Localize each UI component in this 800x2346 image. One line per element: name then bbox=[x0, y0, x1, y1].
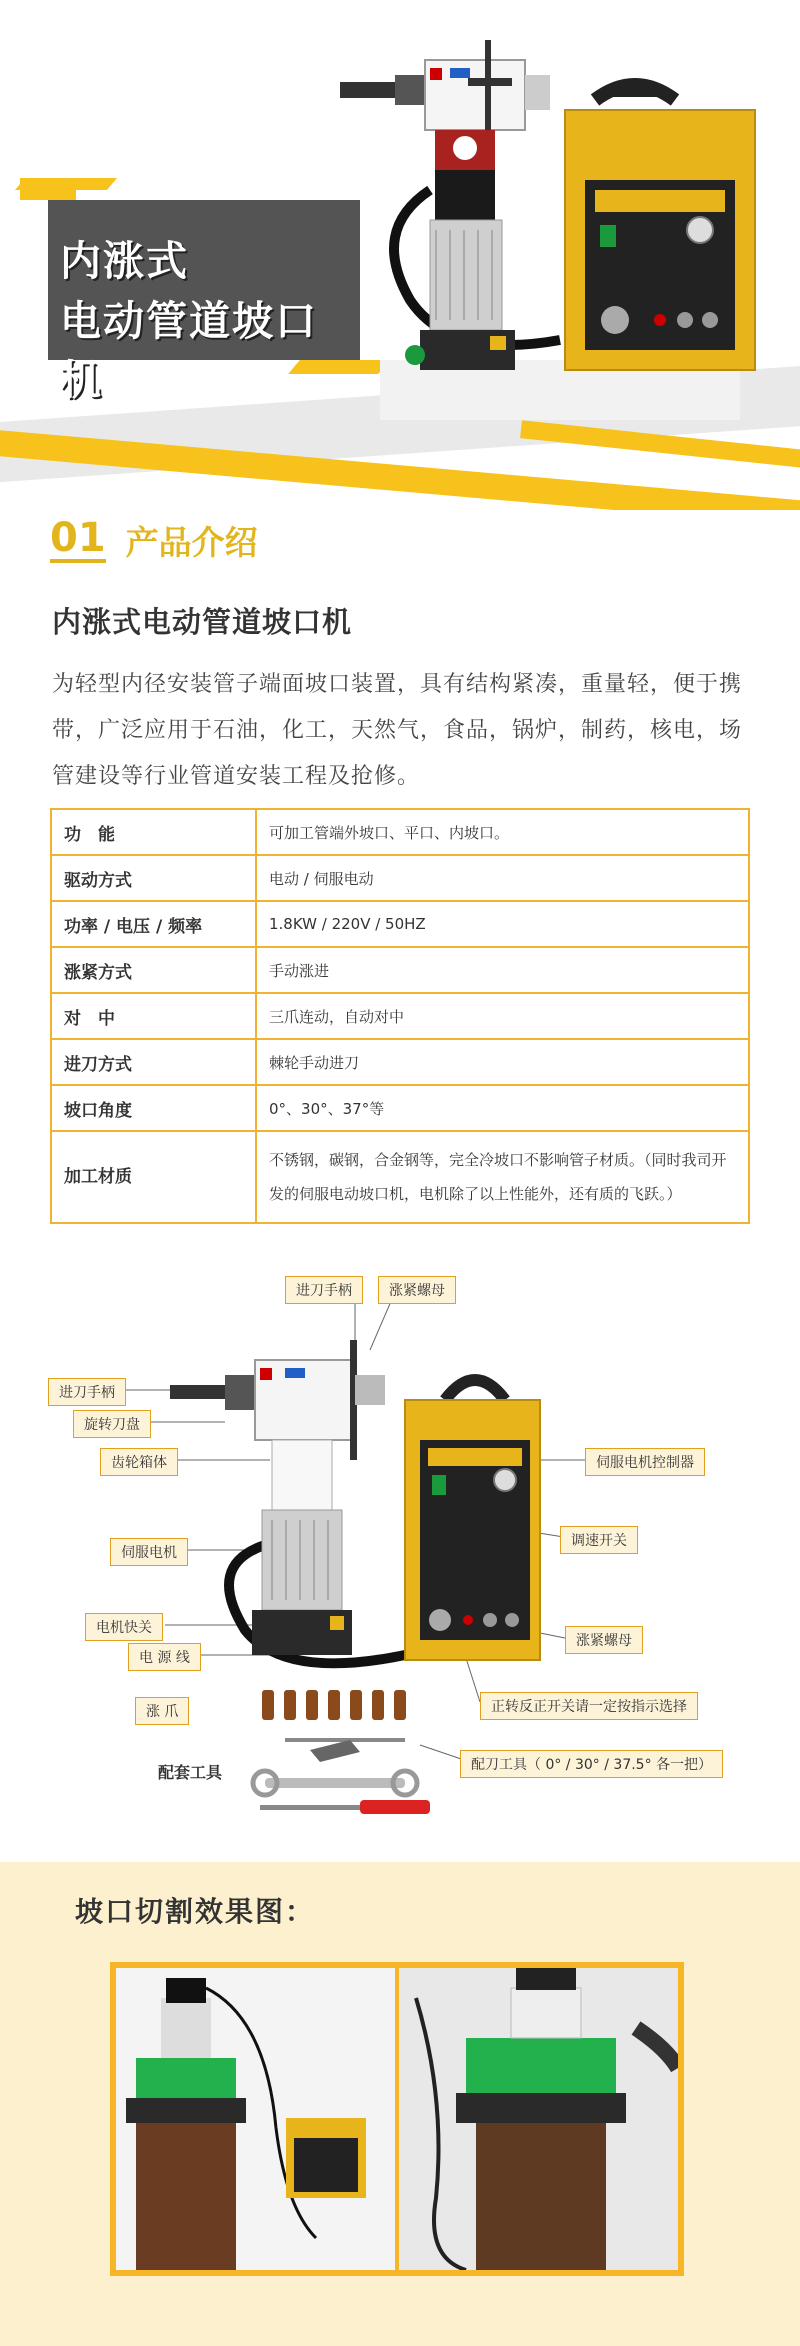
hero-title-line-1: 内涨式 bbox=[60, 237, 189, 285]
effect-title: 坡口切割效果图： bbox=[75, 1895, 316, 1928]
table-row bbox=[51, 855, 749, 901]
table-row bbox=[51, 1085, 749, 1131]
spec-key: 加工材质 bbox=[51, 1131, 256, 1223]
component-diagram bbox=[0, 1250, 800, 1830]
label-claws: 涨 爪 bbox=[135, 1697, 189, 1725]
diagram-servo-controller bbox=[405, 1380, 540, 1660]
spec-value: 电动 / 伺服电动 bbox=[256, 855, 749, 901]
label-motor-quick-connect: 电机快关 bbox=[85, 1613, 163, 1641]
label-servo-motor: 伺服电机 bbox=[110, 1538, 188, 1566]
spec-value: 三爪连动，自动对中 bbox=[256, 993, 749, 1039]
table-row bbox=[51, 947, 749, 993]
spec-key: 涨紧方式 bbox=[51, 947, 256, 993]
label-cutter-tools: 配刀工具（ 0° / 30° / 37.5° 各一把） bbox=[460, 1750, 723, 1778]
effect-photo-frame bbox=[110, 1962, 684, 2276]
table-row bbox=[51, 1131, 749, 1223]
label-direction-switch-note: 正转反正开关请一定按指示选择 bbox=[480, 1692, 698, 1720]
diagram-claws bbox=[262, 1690, 406, 1720]
hero-title-line-2: 电动管道坡口机 bbox=[60, 297, 318, 404]
spec-key: 坡口角度 bbox=[51, 1085, 256, 1131]
label-gearbox: 齿轮箱体 bbox=[100, 1448, 178, 1476]
section-header bbox=[50, 515, 258, 565]
effect-section bbox=[0, 1862, 800, 2346]
label-power-cord: 电 源 线 bbox=[128, 1643, 201, 1671]
spec-value: 手动涨进 bbox=[256, 947, 749, 993]
table-row bbox=[51, 1039, 749, 1085]
table-row bbox=[51, 993, 749, 1039]
label-speed-switch: 调速开关 bbox=[560, 1526, 638, 1554]
section-number: 01 bbox=[50, 515, 106, 561]
hero-banner bbox=[0, 0, 800, 510]
section-title: 产品介绍 bbox=[125, 522, 258, 562]
product-title: 内涨式电动管道坡口机 bbox=[52, 605, 353, 639]
hero-machine-image bbox=[340, 30, 760, 450]
spec-table bbox=[50, 808, 750, 1224]
servo-controller-box bbox=[565, 85, 755, 370]
label-tension-nut-top: 涨紧螺母 bbox=[378, 1276, 456, 1304]
label-feed-handle-left: 进刀手柄 bbox=[48, 1378, 126, 1406]
label-servo-controller: 伺服电机控制器 bbox=[585, 1448, 705, 1476]
beveling-machine-body bbox=[340, 40, 550, 370]
label-rotary-disc: 旋转刀盘 bbox=[73, 1410, 151, 1438]
label-accessories: 配套工具 bbox=[158, 1763, 223, 1782]
spec-value: 棘轮手动进刀 bbox=[256, 1039, 749, 1085]
spec-value: 1.8KW / 220V / 50HZ bbox=[256, 901, 749, 947]
spec-value: 可加工管端外坡口、平口、内坡口。 bbox=[256, 809, 749, 855]
spec-value: 不锈钢，碳钢，合金钢等，完全冷坡口不影响管子材质。（同时我司开发的伺服电动坡口机，电机除了以上性能外，还有质的飞跃。） bbox=[256, 1131, 749, 1223]
diagram-tools bbox=[253, 1738, 430, 1814]
diagram-beveling-machine bbox=[170, 1340, 385, 1655]
product-description: 为轻型内径安装管子端面坡口装置，具有结构紧凑，重量轻，便于携带，广泛应用于石油，化工，天然气，食品，锅炉，制药，核电，场管建设等行业管道安装工程及抢修。 bbox=[52, 672, 743, 789]
spec-key: 功 能 bbox=[51, 809, 256, 855]
hero-title-box bbox=[48, 200, 360, 404]
effect-photos bbox=[116, 1968, 678, 2270]
spec-key: 驱动方式 bbox=[51, 855, 256, 901]
spec-key: 功率 / 电压 / 频率 bbox=[51, 901, 256, 947]
spec-key: 进刀方式 bbox=[51, 1039, 256, 1085]
table-row bbox=[51, 809, 749, 855]
label-feed-handle-top: 进刀手柄 bbox=[285, 1276, 363, 1304]
label-tension-nut-right: 涨紧螺母 bbox=[565, 1626, 643, 1654]
spec-key: 对 中 bbox=[51, 993, 256, 1039]
table-row bbox=[51, 901, 749, 947]
spec-value: 0°、30°、37°等 bbox=[256, 1085, 749, 1131]
